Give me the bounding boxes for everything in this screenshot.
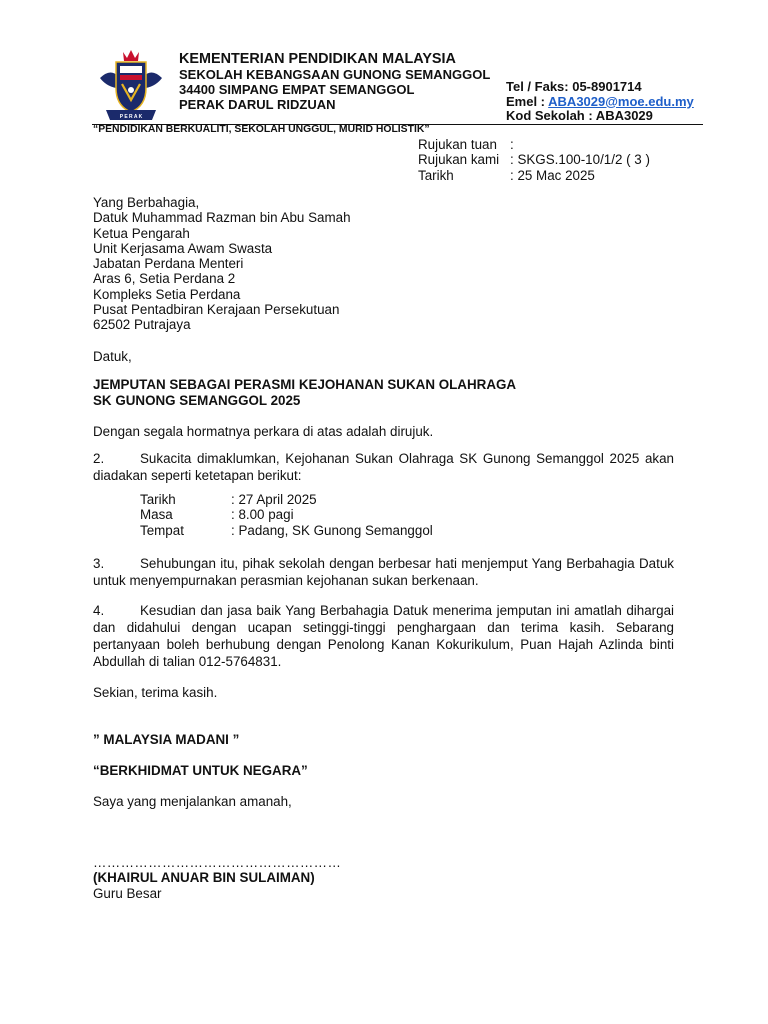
paragraph-2	[93, 450, 674, 484]
reference-value: :	[510, 137, 514, 152]
recipient-line: Aras 6, Setia Perdana 2	[93, 271, 236, 287]
contact-block	[506, 80, 694, 124]
reference-value: : SKGS.100-10/1/2 ( 3 )	[510, 152, 650, 168]
paragraph-text: Sehubungan itu, pihak sekolah dengan berbesar hati menjemput Yang Berbahagia Datuk untuk menyempurnakan perasmian kejohanan sukan berkenaan.	[93, 556, 674, 588]
signature-line: ………………………………………………	[93, 855, 342, 870]
school-letterhead	[179, 51, 490, 112]
detail-row	[140, 507, 433, 522]
school-address: 34400 SIMPANG EMPAT SEMANGGOL	[179, 82, 415, 97]
tel-fax: Tel / Faks: 05-8901714	[506, 79, 642, 94]
slogan-malaysia-madani: ” MALAYSIA MADANI ”	[93, 732, 240, 747]
salutation: Datuk,	[93, 349, 132, 364]
paragraph-number: 2.	[93, 451, 105, 466]
recipient-line: Yang Berbahagia,	[93, 195, 200, 210]
recipient-line: Ketua Pengarah	[93, 225, 190, 241]
reference-row	[418, 137, 650, 152]
reference-label: Tarikh	[418, 167, 454, 183]
detail-label: Masa	[140, 507, 173, 523]
paragraph-text: Sukacita dimaklumkan, Kejohanan Sukan Olahraga SK Gunong Semanggol 2025 akan diadakan seperti ketetapan berikut:	[93, 451, 674, 483]
recipient-line: Kompleks Setia Perdana	[93, 286, 241, 302]
paragraph-3	[93, 555, 674, 589]
subject-line: SK GUNONG SEMANGGOL 2025	[93, 392, 301, 408]
reference-value: : 25 Mac 2025	[510, 167, 595, 183]
subject-line: JEMPUTAN SEBAGAI PERASMI KEJOHANAN SUKAN OLAHRAGA	[93, 377, 517, 392]
detail-value: : Padang, SK Gunong Semanggol	[231, 522, 433, 538]
slogan-berkhidmat: “BERKHIDMAT UNTUK NEGARA”	[93, 763, 308, 778]
detail-label: Tarikh	[140, 492, 176, 507]
detail-row	[140, 492, 433, 507]
signatory-title: Guru Besar	[93, 886, 162, 901]
recipient-line: 62502 Putrajaya	[93, 317, 191, 333]
logo-banner-text: P E R A K	[119, 114, 143, 120]
paragraph-number: 4.	[93, 603, 105, 618]
recipient-line: Datuk Muhammad Razman bin Abu Samah	[93, 210, 351, 226]
letter-subject	[93, 377, 516, 408]
opening-sentence: Dengan segala hormatnya perkara di atas adalah dirujuk.	[93, 424, 434, 439]
trust-statement: Saya yang menjalankan amanah,	[93, 794, 292, 809]
school-code: Kod Sekolah : ABA3029	[506, 108, 653, 124]
reference-label: Rujukan tuan	[418, 137, 497, 152]
recipient-address	[93, 195, 351, 333]
detail-row	[140, 523, 433, 538]
recipient-line: Unit Kerjasama Awam Swasta	[93, 240, 273, 256]
ministry-name: KEMENTERIAN PENDIDIKAN MALAYSIA	[179, 51, 456, 67]
school-motto: “PENDIDIKAN BERKUALITI, SEKOLAH UNGGUL, MURID HOLISTIK”	[93, 124, 430, 135]
recipient-line: Pusat Pentadbiran Kerajaan Persekutuan	[93, 302, 340, 318]
school-crest-logo	[96, 48, 166, 126]
reference-label: Rujukan kami	[418, 152, 500, 168]
email-link[interactable]: ABA3029@moe.edu.my	[548, 93, 694, 109]
reference-block	[418, 137, 650, 183]
closing-remark: Sekian, terima kasih.	[93, 685, 218, 700]
detail-value: : 27 April 2025	[231, 492, 317, 507]
detail-value: : 8.00 pagi	[231, 507, 294, 523]
school-state: PERAK DARUL RIDZUAN	[179, 97, 336, 112]
reference-row	[418, 152, 650, 167]
signatory-name: (KHAIRUL ANUAR BIN SULAIMAN)	[93, 870, 315, 885]
recipient-line: Jabatan Perdana Menteri	[93, 256, 244, 272]
email-label: Emel :	[506, 93, 549, 109]
paragraph-number: 3.	[93, 556, 105, 571]
email-row	[506, 95, 694, 110]
detail-label: Tempat	[140, 522, 184, 538]
event-details	[140, 492, 433, 538]
reference-row	[418, 168, 650, 183]
paragraph-text: Kesudian dan jasa baik Yang Berbahagia Datuk menerima jemputan ini amatlah dihargai dan didahului dengan ucapan setinggi-tinggi penghargaan dan terima kasih. Sebarang pertanyaan boleh berhubung dengan Penolong Kanan Kokurikulum, Puan Hajah Azlinda binti Abdullah di talian 012-5764831.	[93, 603, 674, 669]
paragraph-4	[93, 602, 674, 670]
school-name: SEKOLAH KEBANGSAAN GUNONG SEMANGGOL	[179, 67, 491, 82]
